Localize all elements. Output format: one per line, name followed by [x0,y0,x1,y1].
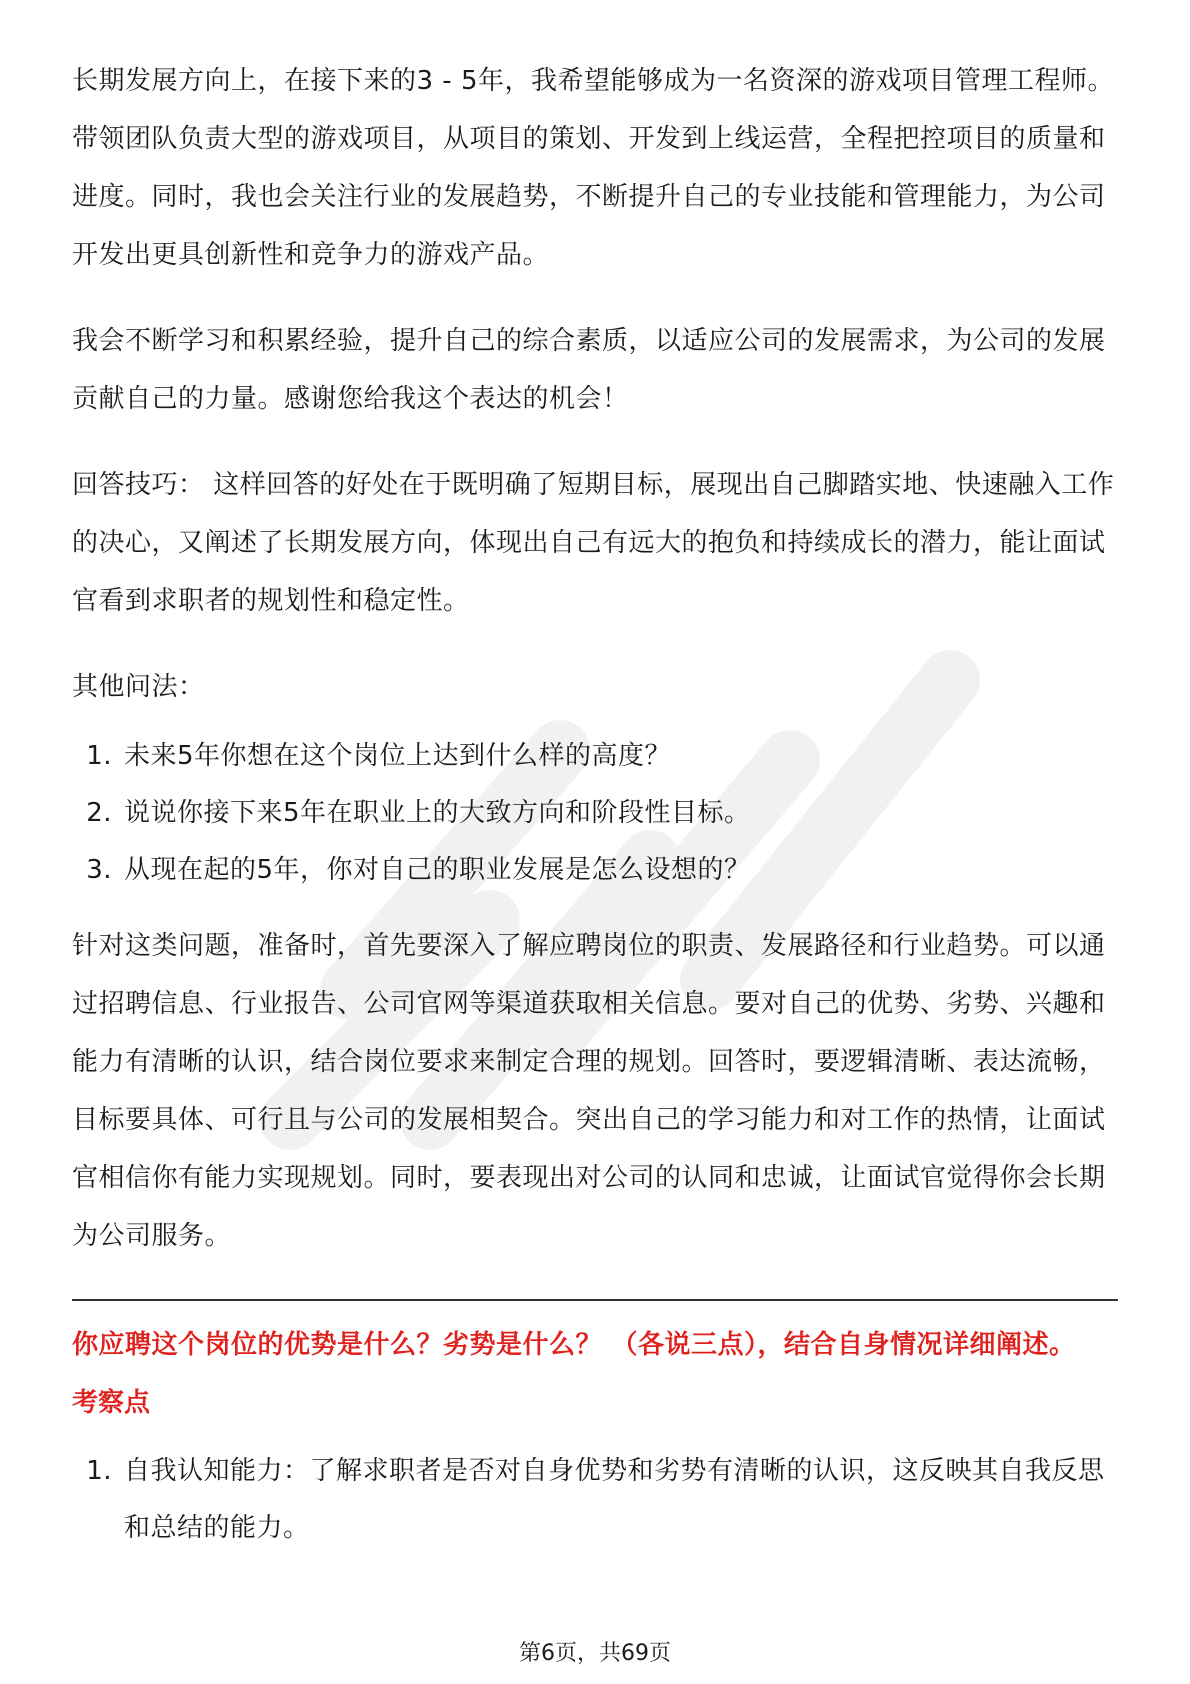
other-questions-list [72,728,1118,899]
page-footer: 第6页，共69页 [519,1641,671,1666]
paragraph-answer-tips: 回答技巧： 这样回答的好处在于既明确了短期目标，展现出自己脚踏实地、快速融入工作的决心，又阐述了长期发展方向，体现出自己有远大的抱负和持续成长的潜力，能让面试官看到求职者的规划性和稳定性。 [72,470,1115,616]
document-page [72,52,1118,1557]
list-item [72,842,1118,899]
paragraph-long-term-goal: 长期发展方向上，在接下来的3 - 5年，我希望能够成为一名资深的游戏项目管理工程师。带领团队负责大型的游戏项目，从项目的策划、开发到上线运营，全程把控项目的质量和进度。同时，我也会关注行业的发展趋势，不断提升自己的专业技能和管理能力，为公司开发出更具创新性和竞争力的游戏产品。 [72,66,1114,270]
question-heading: 你应聘这个岗位的优势是什么？劣势是什么？ （各说三点），结合自身情况详细阐述。 [72,1330,1076,1360]
list-number: 1. [86,1456,112,1486]
list-text: 未来5年你想在这个岗位上达到什么样的高度？ [124,741,672,771]
list-text: 说说你接下来5年在职业上的大致方向和阶段性目标。 [124,798,751,828]
paragraph-other-questions-label: 其他问法： [72,672,205,702]
paragraph-advice: 针对这类问题，准备时，首先要深入了解应聘岗位的职责、发展路径和行业趋势。可以通过招聘信息、行业报告、公司官网等渠道获取相关信息。要对自己的优势、劣势、兴趣和能力有清晰的认识，结合岗位要求来制定合理的规划。回答时，要逻辑清晰、表达流畅，目标要具体、可行且与公司的发展相契合。突出自己的学习能力和对工作的热情，让面试官相信你有能力实现规划。同时，要表现出对公司的认同和忠诚，让面试官觉得你会长期为公司服务。 [72,931,1106,1251]
question-subheading: 考察点 [72,1388,151,1418]
list-text: 从现在起的5年，你对自己的职业发展是怎么设想的？ [124,855,751,885]
list-number: 2. [86,798,112,828]
list-text: 自我认知能力：了解求职者是否对自身优势和劣势有清晰的认识，这反映其自我反思和总结的能力。 [124,1456,1105,1543]
list-number: 3. [86,855,112,885]
list-number: 1. [86,741,112,771]
section-divider [72,1299,1118,1301]
list-item [72,728,1118,785]
paragraph-closing: 我会不断学习和积累经验，提升自己的综合素质，以适应公司的发展需求，为公司的发展贡献自己的力量。感谢您给我这个表达的机会！ [72,326,1106,414]
evaluation-points-list [72,1443,1118,1557]
list-item [72,785,1118,842]
list-item [72,1443,1118,1557]
